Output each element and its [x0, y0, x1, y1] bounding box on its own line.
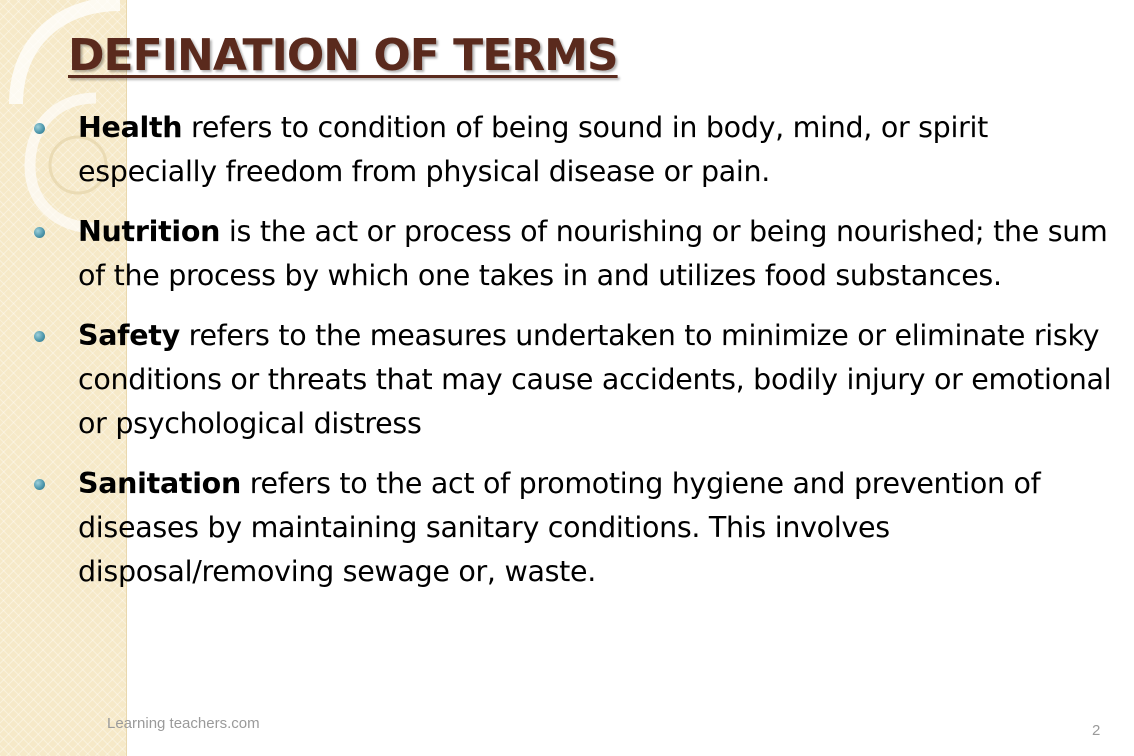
term-definition: refers to condition of being sound in body, mind, or spirit especially freedom from physical disease or pain.	[78, 111, 989, 188]
term-item-health	[34, 106, 1114, 194]
term-list	[34, 106, 1114, 610]
bullet-icon	[34, 479, 45, 490]
term-item-sanitation	[34, 462, 1114, 594]
term-definition: refers to the measures undertaken to minimize or eliminate risky conditions or threats that may cause accidents, bodily injury or emotional or psychological distress	[78, 319, 1112, 440]
term-definition: refers to the act of promoting hygiene and prevention of diseases by maintaining sanitary conditions. This involves disposal/removing sewage or, waste.	[78, 467, 1041, 588]
bullet-icon	[34, 123, 45, 134]
bullet-icon	[34, 227, 45, 238]
term-name: Nutrition	[78, 215, 221, 248]
term-name: Sanitation	[78, 467, 241, 500]
footer-text: Learning teachers.com	[107, 715, 260, 732]
term-item-safety	[34, 314, 1114, 446]
page-number: 2	[1092, 722, 1101, 739]
slide-title: DEFINATION OF TERMS	[68, 30, 618, 81]
term-name: Safety	[78, 319, 180, 352]
term-item-nutrition	[34, 210, 1114, 298]
bullet-icon	[34, 331, 45, 342]
term-definition: is the act or process of nourishing or being nourished; the sum of the process by which one takes in and utilizes food substances.	[78, 215, 1108, 292]
term-name: Health	[78, 111, 183, 144]
